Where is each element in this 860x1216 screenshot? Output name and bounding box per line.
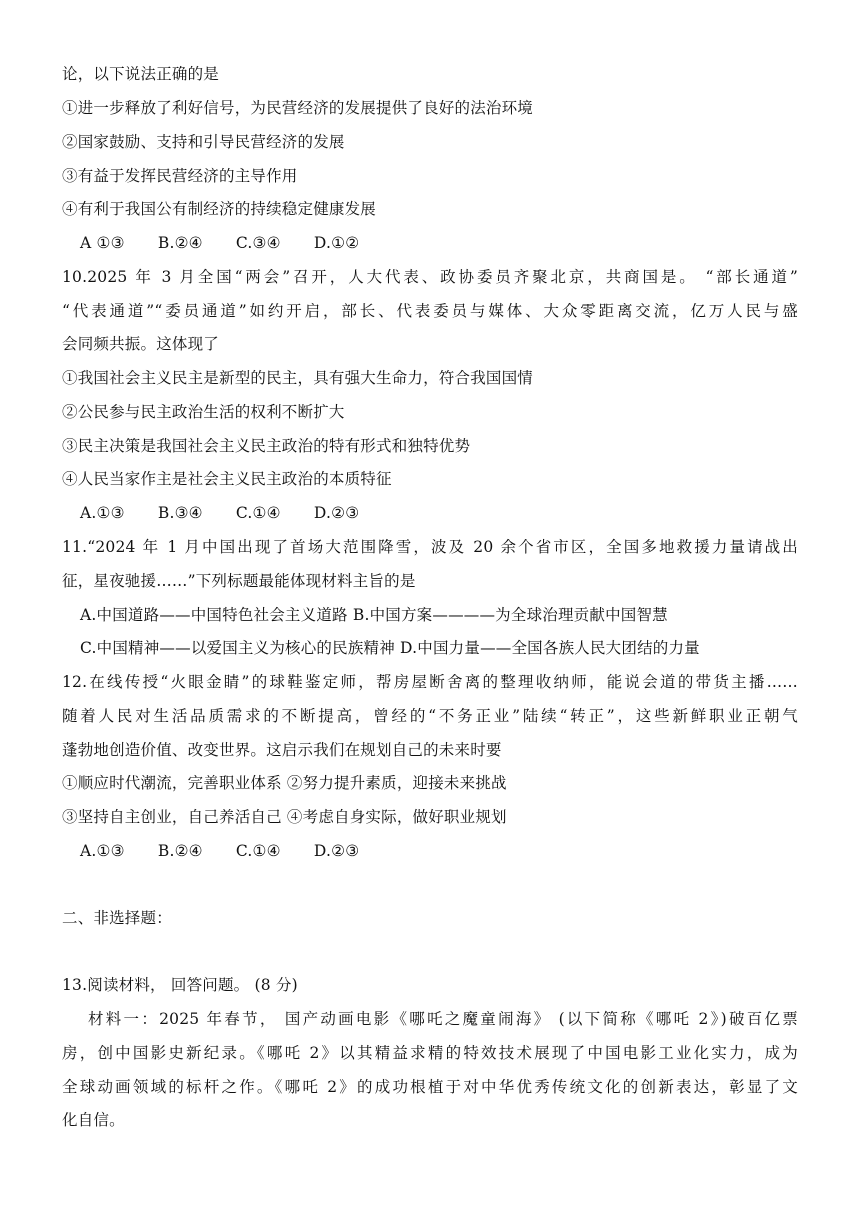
q12-item-row-2: ③坚持自主创业，自己养活自己 ④考虑自身实际，做好职业规划 [62,808,507,826]
q11-options-row-2: C.中国精神——以爱国主义为核心的民族精神 D.中国力量——全国各族人民大团结的力量 [80,639,700,657]
q9-stem-tail: 论，以下说法正确的是 [62,65,220,83]
q10-item-3: ③民主决策是我国社会主义民主政治的特有形式和独特优势 [62,437,471,455]
q10-stem-line-3: 会同频共振。这体现了 [62,335,220,353]
q10-stem-line-1: 10.2025 年 3 月全国“两会”召开，人大代表、政协委员齐聚北京，共商国是。 “部长通道” [62,268,798,286]
q9-options [80,233,359,253]
q9-item-3: ③有益于发挥民营经济的主导作用 [62,167,298,185]
q12-options [80,841,359,861]
q9-option-c: C.③④ [235,234,281,252]
q12-option-b: B.②④ [157,842,203,860]
q10-stem-line-2: “代表通道”“委员通道”如约开启，部长、代表委员与媒体、大众零距离交流，亿万人民与盛 [62,302,798,320]
q13-material-line-1: 材料一：2025 年春节， 国产动画电影《哪吒之魔童闹海》 (以下简称《哪吒 2》)破百亿票 [88,1010,798,1028]
q10-option-b: B.③④ [157,504,203,522]
q11-stem-line-2: 征，星夜驰援……”下列标题最能体现材料主旨的是 [62,572,416,590]
q13-stem: 13.阅读材料， 回答问题。 (8 分) [62,976,298,994]
q10-item-1: ①我国社会主义民主是新型的民主，具有强大生命力，符合我国国情 [62,369,534,387]
q9-option-a: A ①③ [80,234,125,252]
q10-item-2: ②公民参与民主政治生活的权利不断扩大 [62,403,345,421]
q10-option-c: C.①④ [235,504,281,522]
q9-item-4: ④有利于我国公有制经济的持续稳定健康发展 [62,200,377,218]
q12-stem-line-2: 随着人民对生活品质需求的不断提高，曾经的“不务正业”陆续“转正”，这些新鲜职业正朝气 [62,707,798,725]
q13-material-line-2: 房，创中国影史新纪录。《哪吒 2》以其精益求精的特效技术展现了中国电影工业化实力，成为 [62,1044,798,1062]
q10-option-d: D.②③ [313,504,360,522]
q13-material-line-4: 化自信。 [62,1111,125,1129]
q12-stem-line-3: 蓬勃地创造价值、改变世界。这启示我们在规划自己的未来时要 [62,741,502,759]
q12-item-row-1: ①顺应时代潮流，完善职业体系 ②努力提升素质，迎接未来挑战 [62,774,507,792]
q11-options-row-1: A.中国道路——中国特色社会主义道路 B.中国方案————为全球治理贡献中国智慧 [80,606,668,624]
q10-item-4: ④人民当家作主是社会主义民主政治的本质特征 [62,470,392,488]
q10-options [80,503,359,523]
q9-item-2: ②国家鼓励、支持和引导民营经济的发展 [62,133,345,151]
q12-stem-line-1: 12.在线传授“火眼金睛”的球鞋鉴定师，帮房屋断舍离的整理收纳师，能说会道的带货主播…… [62,673,798,691]
q13-material-line-3: 全球动画领域的标杆之作。《哪吒 2》的成功根植于对中华优秀传统文化的创新表达，彰显了文 [62,1078,798,1096]
q12-option-a: A.①③ [80,842,125,860]
q12-option-d: D.②③ [313,842,360,860]
q9-option-d: D.①② [313,234,360,252]
q9-option-b: B.②④ [157,234,203,252]
q10-option-a: A.①③ [80,504,125,522]
q9-item-1: ①进一步释放了利好信号，为民营经济的发展提供了良好的法治环境 [62,99,534,117]
q12-option-c: C.①④ [235,842,281,860]
q11-stem-line-1: 11.“2024 年 1 月中国出现了首场大范围降雪，波及 20 余个省市区，全国多地救援力量请战出 [62,538,798,556]
section-heading: 二、非选择题： [62,909,172,927]
